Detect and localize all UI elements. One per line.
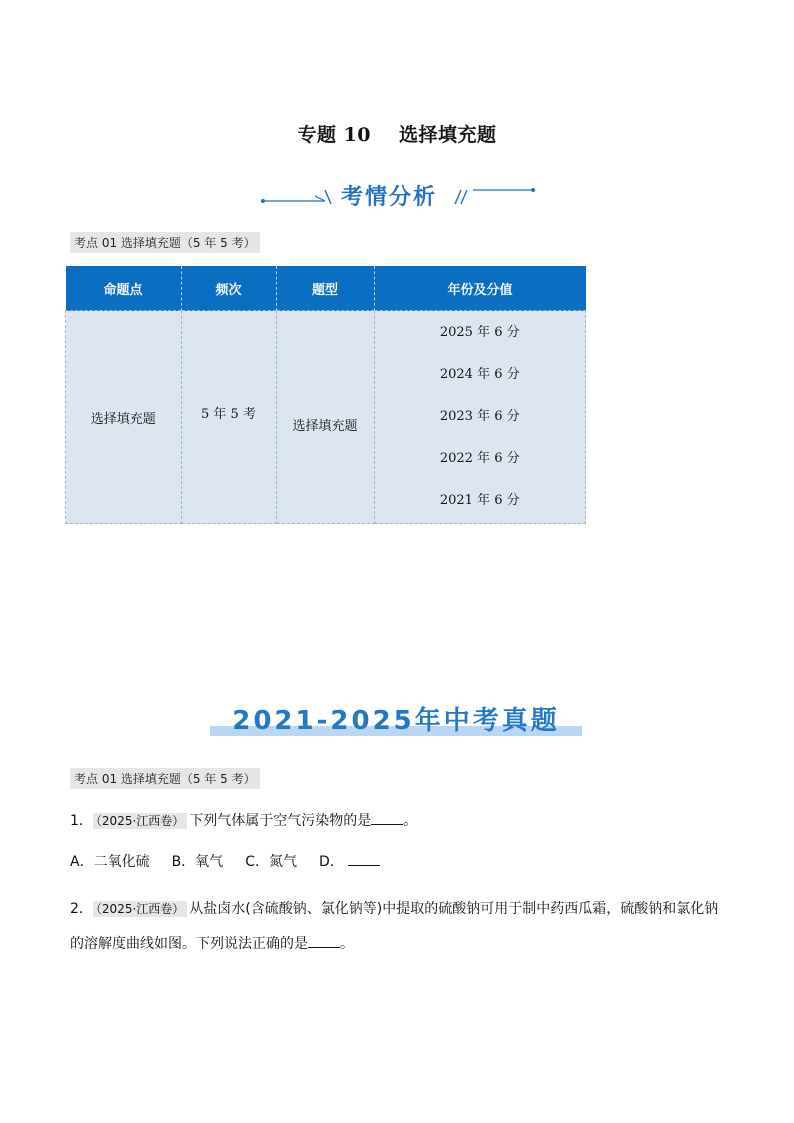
header-proposition: 命题点 bbox=[66, 266, 182, 311]
analysis-banner-label: 考情分析 bbox=[341, 185, 438, 210]
option-d-blank bbox=[348, 851, 380, 866]
question-source: （2025·江西卷） bbox=[93, 901, 187, 917]
question-number: 2． bbox=[70, 901, 93, 917]
option-c: C．氮气 bbox=[245, 854, 297, 870]
question-text: 下列气体属于空气污染物的是 bbox=[189, 813, 372, 829]
kaodian-tag: 考点 01 选择填充题（5 年 5 考） bbox=[70, 232, 260, 253]
year-item: 2024 年 6 分 bbox=[439, 367, 520, 382]
cell-question-type-text: 选择填充题 bbox=[292, 418, 358, 434]
option-d: D． bbox=[318, 854, 344, 870]
option-a: A．二氧化硫 bbox=[70, 854, 150, 870]
cell-question-type bbox=[276, 311, 374, 524]
header-question-type: 题型 bbox=[276, 266, 374, 311]
table-header-row bbox=[66, 266, 586, 311]
question-1 bbox=[70, 810, 417, 830]
question-2 bbox=[70, 892, 730, 962]
question-end: 。 bbox=[403, 813, 418, 829]
cell-frequency bbox=[181, 311, 276, 524]
question-end: 。 bbox=[340, 936, 354, 952]
cell-years bbox=[374, 311, 586, 524]
page-title bbox=[0, 120, 794, 147]
cell-proposition: 选择填充题 bbox=[66, 311, 182, 524]
topic-number: 专题 10 bbox=[297, 124, 372, 146]
year-item: 2022 年 6 分 bbox=[439, 451, 520, 466]
question-number: 1． bbox=[70, 813, 93, 829]
answer-blank bbox=[371, 810, 403, 825]
header-year-score: 年份及分值 bbox=[374, 266, 586, 311]
header-frequency: 频次 bbox=[181, 266, 276, 311]
question-1-options bbox=[70, 851, 402, 871]
option-b: B．氧气 bbox=[171, 854, 224, 870]
year-item: 2021 年 6 分 bbox=[439, 493, 520, 508]
answer-blank bbox=[308, 933, 340, 948]
kaodian-tag-2: 考点 01 选择填充题（5 年 5 考） bbox=[70, 768, 260, 789]
analysis-table bbox=[65, 266, 586, 524]
question-text: 从盐卤水(含硫酸钠、氯化钠等)中提取的硫酸钠可用于制中药西瓜霜，硫酸钠和氯化钠的溶解度曲线如图。下列说法正确的是 bbox=[70, 901, 719, 952]
year-item: 2023 年 6 分 bbox=[439, 409, 520, 424]
cell-frequency-text: 5 年 5 考 bbox=[201, 406, 256, 422]
exam-banner-label: 2021-2025年中考真题 bbox=[232, 706, 560, 736]
year-item: 2025 年 6 分 bbox=[439, 325, 520, 340]
table-row bbox=[66, 311, 586, 524]
analysis-banner bbox=[255, 178, 545, 214]
question-source: （2025·江西卷） bbox=[93, 813, 187, 829]
topic-title: 选择填充题 bbox=[399, 124, 497, 146]
exam-banner bbox=[210, 700, 582, 740]
